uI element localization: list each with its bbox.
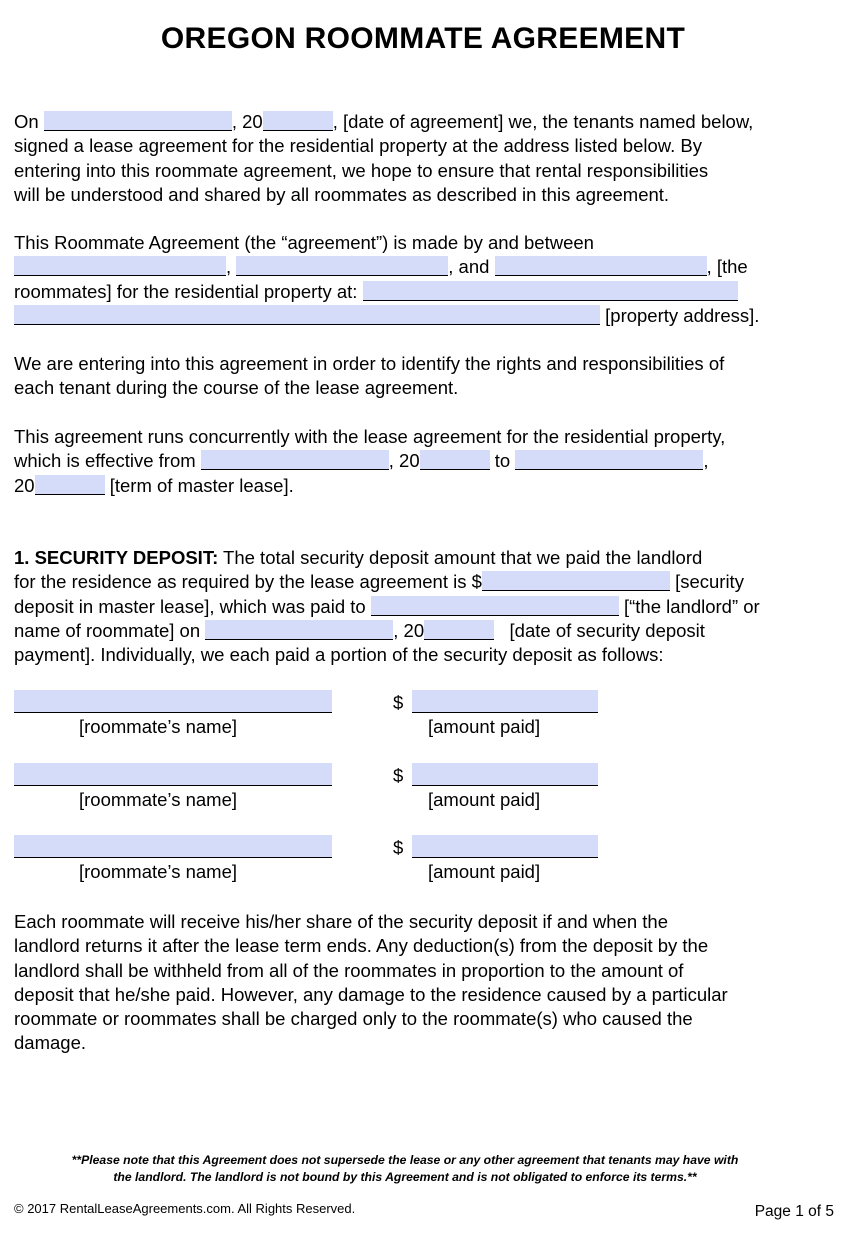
refund-line1: Each roommate will receive his/her share of the security deposit if and when the [14,911,668,932]
deposit-year-field[interactable] [424,620,494,640]
roommate-2-name-field[interactable] [236,256,448,276]
roommate-name-label: [roommate’s name] [79,716,237,737]
intro-paragraph [14,110,834,207]
amount-paid-label: [amount paid] [428,789,541,810]
section1-line2-tail: [security [675,571,744,593]
term-effective: which is effective from [14,450,196,472]
section1-line2: for the residence as required by the lease agreement is $ [14,571,482,593]
amount-paid-field[interactable] [412,835,598,858]
amount-paid-field[interactable] [412,763,598,786]
intro-line1-tail: , [date of agreement] we, the tenants named below, [332,111,754,132]
intro-line2: signed a lease agreement for the residential property at the address listed below. By [14,135,702,157]
copyright: © 2017 RentalLeaseAgreements.com. All Rights Reserved. [14,1201,356,1216]
purpose-line2: each tenant during the course of the lease agreement. [14,377,459,399]
term-label: [term of master lease]. [109,474,294,496]
roommate-3-name-field[interactable] [495,256,707,276]
purpose-paragraph [14,352,834,401]
roommate-name-field[interactable] [14,763,332,786]
roommate-name-label: [roommate’s name] [79,861,237,882]
section1-line1-tail: The total security deposit amount that we paid the landlord [218,547,703,568]
parties-paragraph [14,231,834,328]
deposit-paid-to-field[interactable] [371,596,619,616]
amount-paid-label: [amount paid] [428,861,541,882]
deposit-date-field[interactable] [205,620,393,640]
agreement-date-field[interactable] [44,111,232,131]
term-paragraph [14,425,834,498]
lease-end-date-field[interactable] [515,450,703,470]
section1-line4-tail: [date of security deposit [509,619,705,641]
parties-comma: , [226,256,232,278]
section1-heading: 1. SECURITY DEPOSIT: [14,547,219,568]
parties-and: , and [448,256,490,278]
intro-line4: will be understood and shared by all roommates as described in this agreement. [14,183,670,205]
refund-paragraph [14,910,834,1056]
purpose-line1: We are entering into this agreement in order to identify the rights and responsibilities of [14,353,725,374]
security-deposit-section [14,546,834,667]
lease-end-year-field[interactable] [35,475,105,495]
dollar-sign: $ [393,765,404,786]
property-address-field-2[interactable] [14,305,600,325]
amount-paid-field[interactable] [412,690,598,713]
lease-start-year-field[interactable] [420,450,490,470]
section1-line5: payment]. Individually, we each paid a portion of the security deposit as follows: [14,644,664,666]
dollar-sign: $ [393,837,404,858]
document-title: OREGON ROOMMATE AGREEMENT [160,22,686,55]
roommate-name-field[interactable] [14,690,332,713]
property-address-field-1[interactable] [363,281,738,301]
parties-line3: roommates] for the residential property at: [14,280,358,302]
refund-line5: roommate or roommates shall be charged only to the roommate(s) who caused the [14,1008,693,1030]
lease-start-date-field[interactable] [201,450,389,470]
property-address-label: [property address]. [605,304,760,326]
section1-line4: name of roommate] on [14,619,201,641]
footnote [0,1152,810,1186]
page-number: Page 1 of 5 [754,1203,834,1220]
section1-comma20: , 20 [393,619,425,641]
dollar-sign: $ [393,692,404,713]
intro-on: On [14,111,39,132]
refund-line3: landlord shall be withheld from all of the roommates in proportion to the amount of [14,959,684,981]
section1-line3-tail: [“the landlord” or [623,595,760,617]
refund-line4: deposit that he/she paid. However, any damage to the residence caused by a particular [14,983,728,1005]
roommate-1-name-field[interactable] [14,256,226,276]
term-to: to [494,450,511,472]
footnote-line2: the landlord. The landlord is not bound by this Agreement and is not obligated to enforce its terms.** [113,1170,697,1184]
section1-line3: deposit in master lease], which was paid to [14,595,366,617]
roommate-name-label: [roommate’s name] [79,789,237,810]
term-comma: , [703,450,709,472]
parties-line1: This Roommate Agreement (the “agreement”) is made by and between [14,232,594,253]
security-deposit-amount-field[interactable] [482,571,670,591]
refund-line2: landlord returns it after the lease term ends. Any deduction(s) from the deposit by the [14,935,709,957]
term-line1: This agreement runs concurrently with the lease agreement for the residential property, [14,426,726,447]
amount-paid-label: [amount paid] [428,716,541,737]
footnote-line1: **Please note that this Agreement does not supersede the lease or any other agreement that tenants may have with [71,1153,739,1167]
term-year-prefix: 20 [14,474,35,496]
intro-year-prefix: , 20 [231,111,263,132]
refund-line6: damage. [14,1032,86,1054]
term-comma20: , 20 [388,450,420,472]
agreement-year-field[interactable] [263,111,333,131]
roommate-name-field[interactable] [14,835,332,858]
intro-line3: entering into this roommate agreement, we hope to ensure that rental responsibilities [14,159,709,181]
parties-the: , [the [706,256,748,278]
